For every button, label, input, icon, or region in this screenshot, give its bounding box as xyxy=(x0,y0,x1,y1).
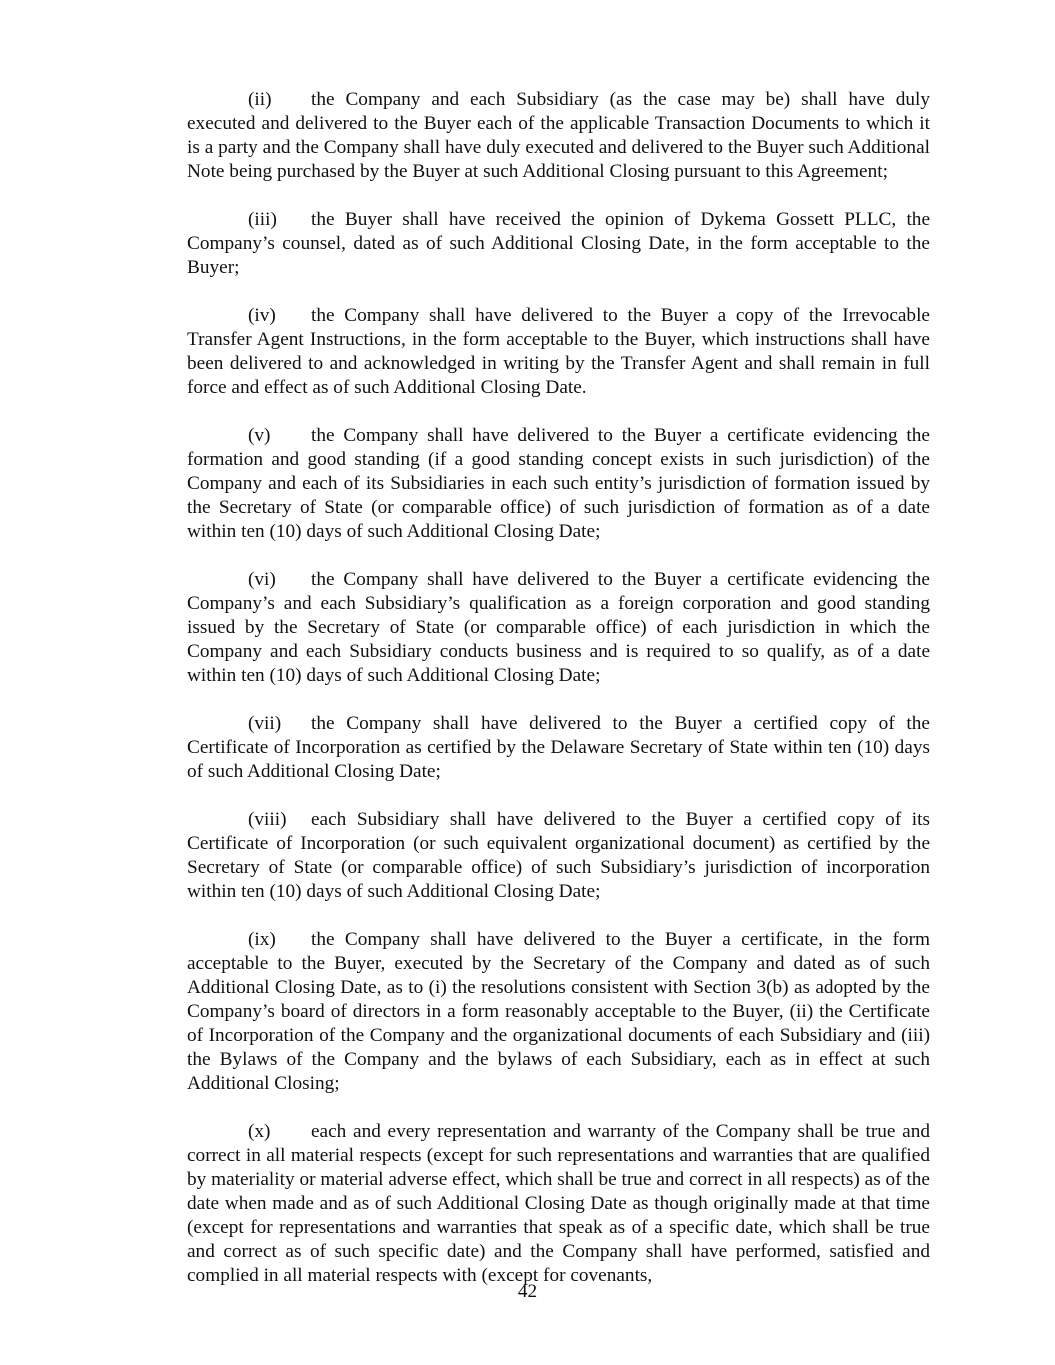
clause-iii xyxy=(187,208,930,280)
clause-text: each Subsidiary shall have delivered to the Buyer a certified copy of its Certificate of Incorporation (or such equivalent organizational document) as certified by the Secretary of State (or comparable office) of such Subsidiary’s jurisdiction of incorporation within ten (10) days of such Additional Closing Date; xyxy=(187,809,930,902)
clause-text: the Company shall have delivered to the Buyer a certificate evidencing the Company’s and each Subsidiary’s qualification as a foreign corporation and good standing issued by the Secretary of State (or comparable office) of each jurisdiction in which the Company and each Subsidiary conducts business and is required to so qualify, as of a date within ten (10) days of such Additional Closing Date; xyxy=(187,569,930,686)
document-body xyxy=(187,88,930,1312)
page-number: 42 xyxy=(517,1281,538,1302)
clause-label: (iv) xyxy=(248,305,276,326)
clause-label: (viii) xyxy=(248,809,287,830)
clause-v xyxy=(187,424,930,544)
clause-text: the Company shall have delivered to the Buyer a certified copy of the Certificate of Incorporation as certified by the Delaware Secretary of State within ten (10) days of such Additional Closing Date; xyxy=(187,713,930,782)
clause-label: (x) xyxy=(248,1121,271,1142)
clause-label: (vi) xyxy=(248,569,276,590)
clause-vi xyxy=(187,568,930,688)
clause-label: (v) xyxy=(248,425,271,446)
clause-label: (iii) xyxy=(248,209,277,230)
clause-vii xyxy=(187,712,930,784)
clause-label: (vii) xyxy=(248,713,282,734)
clause-iv xyxy=(187,304,930,400)
clause-x xyxy=(187,1120,930,1288)
clause-text: the Buyer shall have received the opinion of Dykema Gossett PLLC, the Company’s counsel, dated as of such Additional Closing Date, in the form acceptable to the Buyer; xyxy=(187,209,930,278)
clause-text: each and every representation and warranty of the Company shall be true and correct in all material respects (except for such representations and warranties that are qualified by materiality or material adverse effect, which shall be true and correct in all respects) as of the date when made and as of such Additional Closing Date as though originally made at that time (except for representations and warranties that speak as of a specific date, which shall be true and correct as of such specific date) and the Company shall have performed, satisfied and complied in all material respects with (except for covenants, xyxy=(187,1121,930,1286)
clause-text: the Company shall have delivered to the Buyer a certificate, in the form acceptable to the Buyer, executed by the Secretary of the Company and dated as of such Additional Closing Date, as to (i) the resolutions consistent with Section 3(b) as adopted by the Company’s board of directors in a form reasonably acceptable to the Buyer, (ii) the Certificate of Incorporation of the Company and the organizational documents of each Subsidiary and (iii) the Bylaws of the Company and the bylaws of each Subsidiary, each as in effect at such Additional Closing; xyxy=(187,929,930,1094)
clause-viii xyxy=(187,808,930,904)
clause-text: the Company shall have delivered to the Buyer a certificate evidencing the formation and good standing (if a good standing concept exists in such jurisdiction) of the Company and each of its Subsidiaries in each such entity’s jurisdiction of formation issued by the Secretary of State (or comparable office) of such jurisdiction of formation as of a date within ten (10) days of such Additional Closing Date; xyxy=(187,425,930,542)
clause-text: the Company and each Subsidiary (as the case may be) shall have duly executed and delivered to the Buyer each of the applicable Transaction Documents to which it is a party and the Company shall have duly executed and delivered to the Buyer such Additional Note being purchased by the Buyer at such Additional Closing pursuant to this Agreement; xyxy=(187,89,930,182)
clause-ix xyxy=(187,928,930,1096)
clause-label: (ix) xyxy=(248,929,276,950)
clause-label: (ii) xyxy=(248,89,272,110)
clause-ii xyxy=(187,88,930,184)
clause-text: the Company shall have delivered to the Buyer a copy of the Irrevocable Transfer Agent Instructions, in the form acceptable to the Buyer, which instructions shall have been delivered to and acknowledged in writing by the Transfer Agent and shall remain in full force and effect as of such Additional Closing Date. xyxy=(187,305,930,398)
